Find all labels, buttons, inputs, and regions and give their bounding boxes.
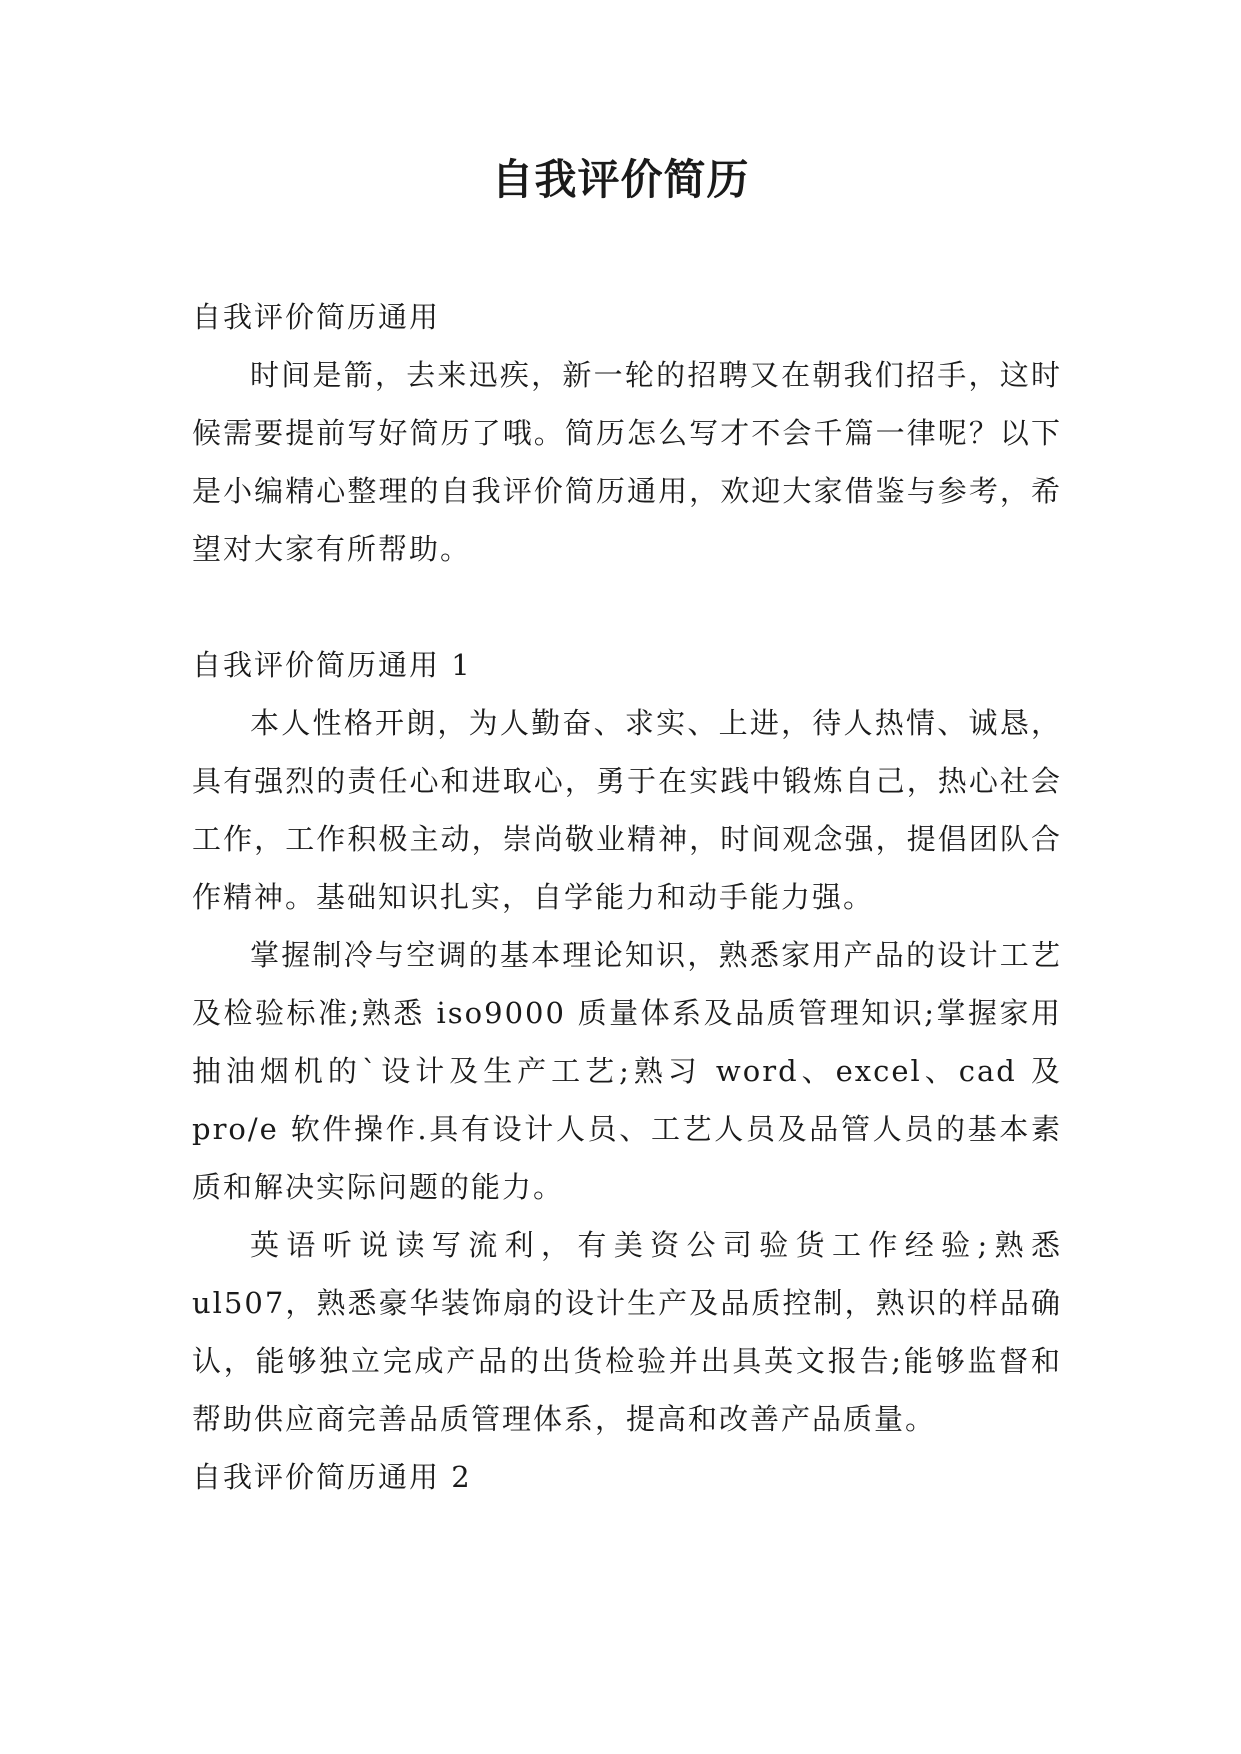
section-1-paragraph-1: 本人性格开朗，为人勤奋、求实、上进，待人热情、诚恳，具有强烈的责任心和进取心，勇于在实践中锻炼自己，热心社会工作，工作积极主动，崇尚敬业精神，时间观念强，提倡团队合作精神。基础知识扎实，自学能力和动手能力强。 bbox=[192, 706, 1062, 914]
intro-heading: 自我评价简历通用 bbox=[192, 300, 441, 334]
document-body bbox=[192, 288, 1062, 1506]
document-title: 自我评价简历 bbox=[491, 155, 750, 204]
section-1-paragraph-3: 英语听说读写流利，有美资公司验货工作经验;熟悉 ul507，熟悉豪华装饰扇的设计生产及品质控制，熟识的样品确认，能够独立完成产品的出货检验并出具英文报告;能够监督和帮助供应商完善品质管理体系，提高和改善产品质量。 bbox=[192, 1228, 1062, 1436]
intro-paragraph: 时间是箭，去来迅疾，新一轮的招聘又在朝我们招手，这时候需要提前写好简历了哦。简历怎么写才不会千篇一律呢？以下是小编精心整理的自我评价简历通用，欢迎大家借鉴与参考，希望对大家有所帮助。 bbox=[192, 358, 1062, 566]
section-1-heading: 自我评价简历通用 1 bbox=[192, 648, 472, 682]
section-2-heading: 自我评价简历通用 2 bbox=[192, 1460, 472, 1494]
section-1-paragraph-2: 掌握制冷与空调的基本理论知识，熟悉家用产品的设计工艺及检验标准;熟悉 iso9000 质量体系及品质管理知识;掌握家用抽油烟机的`设计及生产工艺;熟习 word、excel、cad 及 pro/e 软件操作.具有设计人员、工艺人员及品管人员的基本素质和解决实际问题的能力。 bbox=[192, 938, 1062, 1204]
paragraph-spacer bbox=[192, 578, 1062, 636]
